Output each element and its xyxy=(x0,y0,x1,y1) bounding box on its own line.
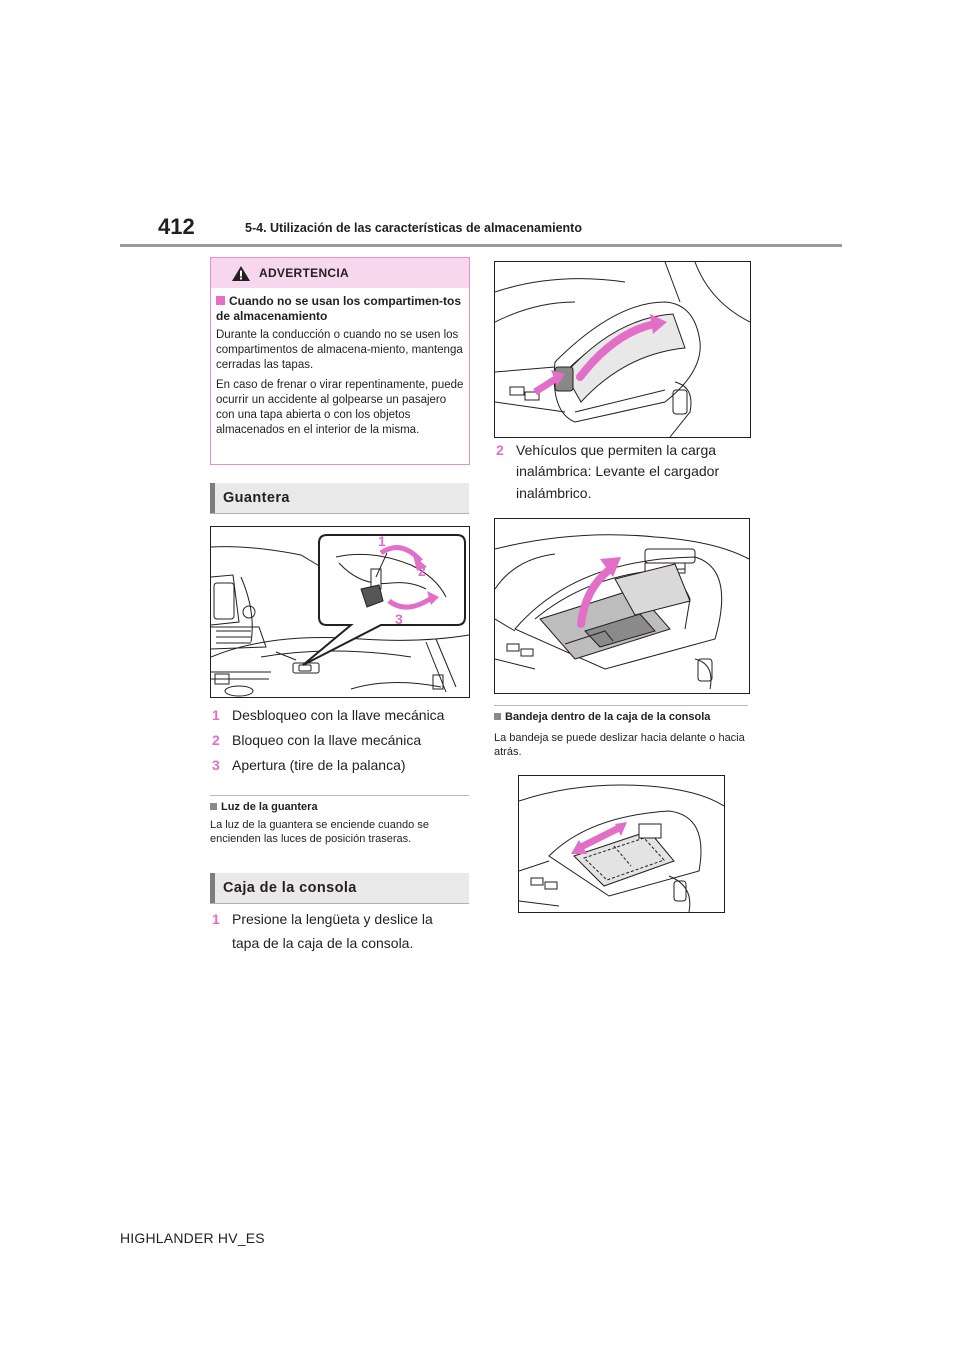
callout-1: 1 xyxy=(378,533,386,549)
warning-subhead-text: Cuando no se usan los compartimen-tos de almacenamiento xyxy=(216,294,462,323)
glovebox-step-2: 2 Bloqueo con la llave mecánica xyxy=(212,732,422,748)
warning-subhead xyxy=(216,294,466,324)
section-title: Guantera xyxy=(223,490,290,506)
warning-triangle-icon xyxy=(231,265,251,282)
tray-title: Bandeja dentro de la caja de la consola xyxy=(494,711,710,723)
warning-box xyxy=(210,257,470,465)
page-number: 412 xyxy=(158,214,195,239)
section-title: Caja de la consola xyxy=(223,880,357,896)
warning-paragraph-2: En caso de frenar o virar repentinamente, puede ocurrir un accidente al golpearse un pasajero con una tapa abierta o con los objetos almacenados en el interior de la misma. xyxy=(216,379,464,436)
footer-model: HIGHLANDER HV_ES xyxy=(120,1230,265,1246)
console-lid-illustration xyxy=(494,261,751,438)
chapter-title: 5-4. Utilización de las características de almacenamiento xyxy=(245,221,582,235)
tray-text: La bandeja se puede deslizar hacia delante o hacia atrás. xyxy=(494,732,745,758)
glovebox-light-title: Luz de la guantera xyxy=(210,801,318,813)
glovebox-illustration xyxy=(210,526,470,698)
warning-header xyxy=(211,258,469,288)
callout-3: 3 xyxy=(395,611,403,627)
divider xyxy=(210,795,469,796)
section-header-consola xyxy=(210,873,469,904)
glovebox-step-3: 3 Apertura (tire de la palanca) xyxy=(212,757,406,773)
console-step-2-cont-2: inalámbrico. xyxy=(516,485,592,501)
warning-paragraph-1: Durante la conducción o cuando no se usen los compartimentos de almacena-miento, mantenga cerradas las tapas. xyxy=(216,329,463,371)
warning-title: ADVERTENCIA xyxy=(259,266,349,280)
console-step-1-cont: tapa de la caja de la consola. xyxy=(232,935,414,951)
wireless-charger-illustration xyxy=(494,518,750,694)
glovebox-step-1: 1 Desbloqueo con la llave mecánica xyxy=(212,707,445,723)
bullet-square-icon xyxy=(216,296,225,305)
console-step-1: 1 Presione la lengüeta y deslice la xyxy=(212,911,433,927)
callout-2: 2 xyxy=(418,563,426,579)
console-step-2-cont-1: inalámbrica: Levante el cargador xyxy=(516,463,720,479)
console-tray-illustration xyxy=(518,775,725,913)
bullet-square-icon xyxy=(494,713,501,720)
header-rule xyxy=(120,244,842,247)
console-step-2: 2 Vehículos que permiten la carga xyxy=(496,442,717,458)
bullet-square-icon xyxy=(210,803,217,810)
glovebox-light-text: La luz de la guantera se enciende cuando se encienden las luces de posición traseras. xyxy=(210,819,429,845)
section-header-guantera xyxy=(210,483,469,514)
divider xyxy=(494,705,748,706)
